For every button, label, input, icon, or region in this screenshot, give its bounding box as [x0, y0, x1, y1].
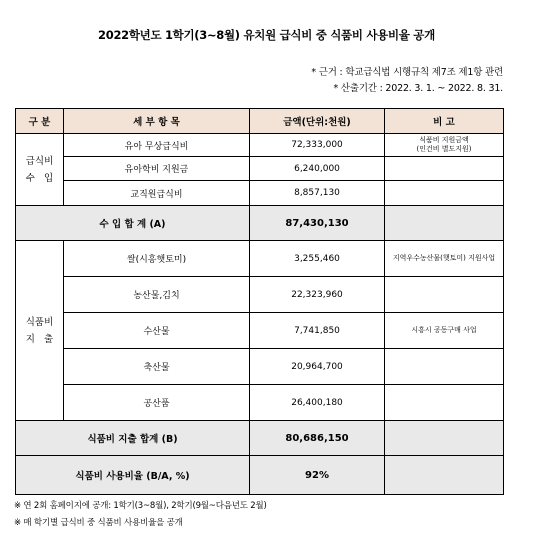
expense-total-label: 식품비 지출 합계 (B): [16, 421, 250, 456]
expense-item: 쌀(시흥햇토미): [64, 241, 250, 277]
expense-total-amount: 80,686,150: [250, 421, 385, 456]
expense-row: [16, 277, 504, 313]
income-item: 유아학비 지원금: [64, 157, 250, 181]
income-row: [16, 181, 504, 206]
expense-row: [16, 349, 504, 385]
ratio-value: 92%: [250, 456, 385, 495]
expense-note: [385, 349, 504, 385]
expense-category-cell: [16, 241, 64, 421]
income-category-label-1: 급식비: [25, 155, 54, 167]
table-header-row: [16, 109, 504, 134]
food-cost-ratio-table: [15, 108, 504, 495]
basis-reference: * 근거 : 학교급식법 시행규칙 제7조 제1항 관련: [311, 67, 503, 78]
expense-row: [16, 385, 504, 421]
expense-amount: 7,741,850: [250, 313, 385, 349]
income-note: [385, 157, 504, 181]
expense-amount: 20,964,700: [250, 349, 385, 385]
ratio-label: 식품비 사용비율 (B/A, %): [16, 456, 250, 495]
expense-category-label-2: 지 출: [25, 333, 54, 345]
expense-item: 공산품: [64, 385, 250, 421]
income-item: 교직원급식비: [64, 181, 250, 206]
header-note: 비 고: [385, 109, 504, 134]
income-total-row: [16, 206, 504, 241]
income-amount: 72,333,000: [250, 134, 385, 157]
expense-amount: 22,323,960: [250, 277, 385, 313]
expense-note: [385, 385, 504, 421]
footnote: ※ 매 학기별 급식비 중 식품비 사용비율을 공개: [14, 518, 183, 528]
expense-note: 시흥시 공동구매 사업: [385, 313, 504, 349]
income-note: [385, 181, 504, 206]
expense-note: 지역우수농산물(햇토미) 지원사업: [385, 241, 504, 277]
income-total-amount: 87,430,130: [250, 206, 385, 241]
page-title: 2022학년도 1학기(3~8월) 유치원 급식비 중 식품비 사용비율 공개: [98, 28, 435, 42]
income-total-label: 수 입 합 계 (A): [16, 206, 250, 241]
expense-total-row: [16, 421, 504, 456]
income-note: 식품비 지원금액 (인건비 별도지원): [385, 134, 504, 157]
expense-row: [16, 241, 504, 277]
income-category-cell: [16, 134, 64, 206]
calculation-period: * 산출기간 : 2022. 3. 1. ~ 2022. 8. 31.: [333, 83, 503, 94]
income-total-note: [385, 206, 504, 241]
income-item: 유아 무상급식비: [64, 134, 250, 157]
income-amount: 8,857,130: [250, 181, 385, 206]
income-amount: 6,240,000: [250, 157, 385, 181]
header-category: 구 분: [16, 109, 64, 134]
expense-amount: 3,255,460: [250, 241, 385, 277]
expense-category-label-1: 식품비: [25, 316, 54, 328]
ratio-note: [385, 456, 504, 495]
ratio-row: [16, 456, 504, 495]
expense-item: 축산물: [64, 349, 250, 385]
expense-note: [385, 277, 504, 313]
expense-total-note: [385, 421, 504, 456]
header-amount: 금액(단위:천원): [250, 109, 385, 134]
expense-item: 수산물: [64, 313, 250, 349]
expense-row: [16, 313, 504, 349]
expense-amount: 26,400,180: [250, 385, 385, 421]
expense-item: 농산물,김치: [64, 277, 250, 313]
footnote: ※ 연 2회 홈페이지에 공개: 1학기(3~8월), 2학기(9월~다음년도 2월): [14, 501, 267, 511]
income-row: [16, 134, 504, 157]
header-item: 세 부 항 목: [64, 109, 250, 134]
income-row: [16, 157, 504, 181]
income-category-label-2: 수 입: [25, 172, 54, 184]
